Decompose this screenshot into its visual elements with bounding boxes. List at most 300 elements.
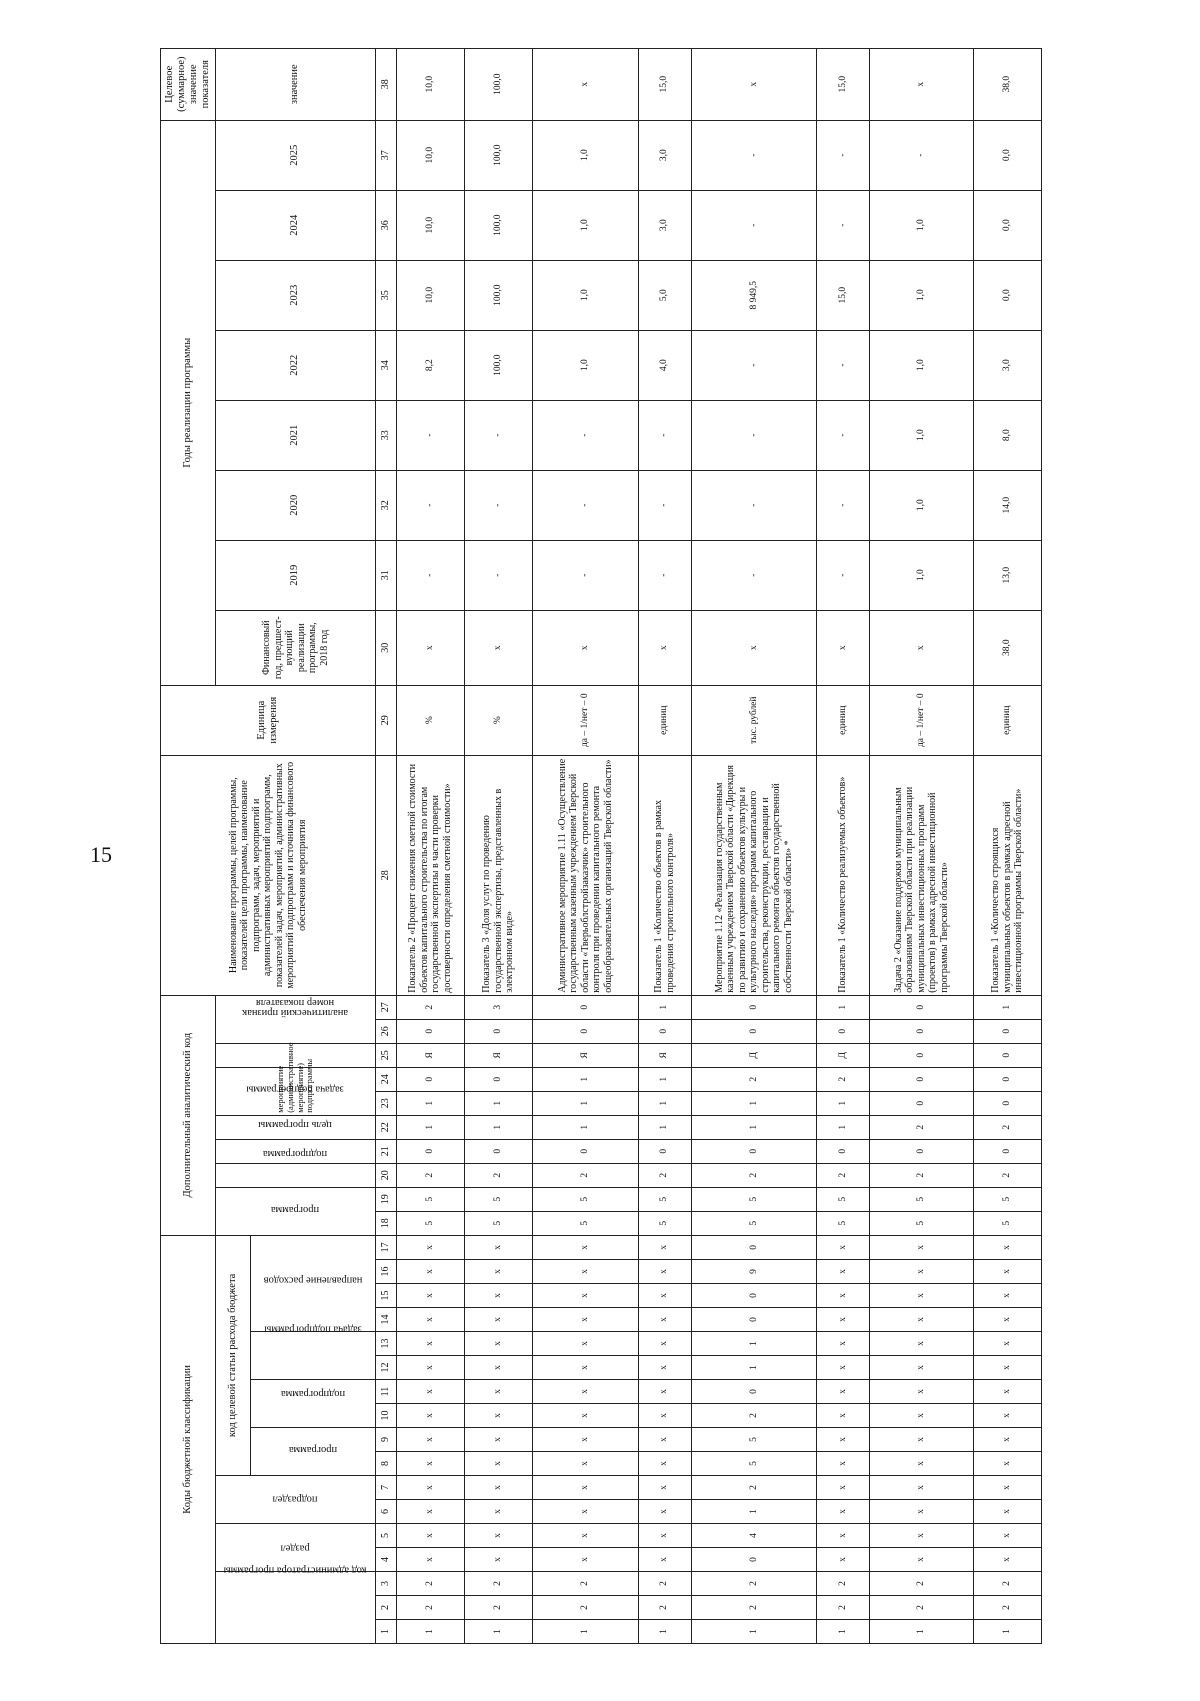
code-cell: х	[817, 1284, 870, 1308]
code-cell: х	[532, 1235, 638, 1259]
code-cell: 1	[532, 1620, 638, 1644]
column-number: 35	[376, 260, 397, 330]
code-cell: х	[464, 1524, 532, 1548]
value-cell: 1,0	[532, 330, 638, 400]
code-cell: 0	[691, 1235, 816, 1259]
value-cell: 1,0	[532, 190, 638, 260]
column-number: 8	[376, 1452, 397, 1476]
code-cell: 2	[870, 1572, 974, 1596]
value-cell: -	[638, 540, 691, 610]
code-cell: х	[870, 1428, 974, 1452]
code-cell: х	[464, 1476, 532, 1500]
value-cell: -	[691, 120, 816, 190]
code-cell: х	[870, 1356, 974, 1380]
value-cell: 0,0	[974, 120, 1042, 190]
value-cell: 8,0	[974, 400, 1042, 470]
code-cell: 0	[974, 1091, 1042, 1115]
unit-cell: %	[397, 685, 465, 755]
code-cell: 2	[870, 1163, 974, 1187]
value-cell: 100,0	[464, 190, 532, 260]
year-header-2025: 2025	[216, 120, 376, 190]
value-cell: 100,0	[464, 120, 532, 190]
code-cell: 1	[691, 1356, 816, 1380]
code-cell: 0	[464, 1067, 532, 1091]
table-row	[638, 48, 691, 1643]
code-cell: Я	[464, 1043, 532, 1067]
code-cell: х	[974, 1332, 1042, 1356]
value-cell: 3,0	[974, 330, 1042, 400]
unit-cell: %	[464, 685, 532, 755]
code-cell: 0	[397, 1067, 465, 1091]
value-cell: х	[532, 610, 638, 685]
section-header: раздел	[216, 1524, 376, 1572]
code-cell: х	[974, 1308, 1042, 1332]
code-cell: х	[974, 1380, 1042, 1404]
value-cell: 15,0	[817, 48, 870, 120]
target-value-header: значение	[216, 48, 376, 120]
value-cell: 38,0	[974, 48, 1042, 120]
code-cell: 2	[974, 1115, 1042, 1139]
column-number: 31	[376, 540, 397, 610]
code-cell: х	[638, 1380, 691, 1404]
value-cell: х	[870, 48, 974, 120]
value-cell: -	[464, 540, 532, 610]
subprogram-task-header: задача подпрограммы	[251, 1332, 376, 1380]
code-cell: 5	[870, 1211, 974, 1235]
code-cell: х	[397, 1284, 465, 1308]
column-number: 34	[376, 330, 397, 400]
column-number: 25	[376, 1043, 397, 1067]
code-cell: 0	[870, 995, 974, 1019]
code-cell: х	[817, 1332, 870, 1356]
value-cell: 15,0	[638, 48, 691, 120]
column-number: 16	[376, 1260, 397, 1284]
code-cell: 4	[691, 1524, 816, 1548]
code-cell: 2	[532, 1572, 638, 1596]
code-cell: 1	[464, 1115, 532, 1139]
unit-cell: единиц	[817, 685, 870, 755]
code-cell: х	[870, 1380, 974, 1404]
expense-direction-header: направление расходов	[251, 1235, 376, 1331]
code-cell: 5	[974, 1187, 1042, 1211]
code-cell: 2	[974, 1572, 1042, 1596]
value-cell: 0,0	[974, 190, 1042, 260]
code-cell: х	[532, 1476, 638, 1500]
code-cell: 5	[817, 1211, 870, 1235]
code-cell: х	[870, 1260, 974, 1284]
value-cell: 3,0	[638, 190, 691, 260]
code-cell: 2	[397, 995, 465, 1019]
code-cell: х	[397, 1452, 465, 1476]
code-cell: х	[464, 1235, 532, 1259]
column-number: 4	[376, 1548, 397, 1572]
code-cell: 5	[638, 1211, 691, 1235]
value-cell: 1,0	[532, 260, 638, 330]
value-cell: -	[817, 120, 870, 190]
code-cell: 0	[532, 995, 638, 1019]
code-cell: 2	[691, 1067, 816, 1091]
code-cell: Я	[638, 1043, 691, 1067]
code-cell: х	[397, 1548, 465, 1572]
value-cell: х	[397, 610, 465, 685]
code-cell: х	[817, 1548, 870, 1572]
code-cell: х	[817, 1476, 870, 1500]
code-cell: х	[817, 1404, 870, 1428]
column-number: 32	[376, 470, 397, 540]
column-number: 24	[376, 1067, 397, 1091]
code-cell: 2	[532, 1596, 638, 1620]
value-cell: 1,0	[870, 470, 974, 540]
value-cell: -	[397, 470, 465, 540]
column-number: 18	[376, 1211, 397, 1235]
name-header: Наименование программы, целей программы, показателей цели программы, наименование подпрограмм, задач, мероприятий и административных мероприятий подпрограмм, показателей задач, мероприятий, административных мероприятий подпрограмм и источника финансового обеспечения мероприятия	[161, 755, 376, 995]
value-cell: -	[532, 470, 638, 540]
value-cell: 10,0	[397, 260, 465, 330]
code-cell: 1	[691, 1091, 816, 1115]
value-cell: х	[464, 610, 532, 685]
code-cell: 2	[974, 1596, 1042, 1620]
value-cell: -	[817, 330, 870, 400]
code-cell: х	[974, 1260, 1042, 1284]
item-name: Показатель 3 «Доля услуг по проведению государственной экспертизы, представленных в электронном виде»	[464, 755, 532, 995]
program2-header: программа	[216, 1187, 376, 1235]
value-cell: 13,0	[974, 540, 1042, 610]
code-cell: х	[817, 1428, 870, 1452]
column-number: 38	[376, 48, 397, 120]
code-cell: 1	[532, 1115, 638, 1139]
code-cell: 0	[691, 1284, 816, 1308]
code-cell: 2	[870, 1596, 974, 1620]
code-cell: 2	[464, 1596, 532, 1620]
code-cell: 5	[691, 1428, 816, 1452]
code-cell: 5	[397, 1187, 465, 1211]
code-cell: х	[870, 1548, 974, 1572]
code-cell: 2	[817, 1163, 870, 1187]
column-number: 17	[376, 1235, 397, 1259]
code-cell: 0	[691, 1139, 816, 1163]
code-cell: х	[397, 1404, 465, 1428]
code-cell: х	[638, 1235, 691, 1259]
code-cell: 1	[817, 1620, 870, 1644]
code-cell: х	[464, 1308, 532, 1332]
code-cell: х	[638, 1476, 691, 1500]
column-number: 12	[376, 1356, 397, 1380]
column-number: 3	[376, 1572, 397, 1596]
program-header: программа	[251, 1428, 376, 1476]
code-cell: 1	[870, 1620, 974, 1644]
code-cell: 1	[464, 1091, 532, 1115]
code-cell: х	[870, 1284, 974, 1308]
value-cell: -	[691, 470, 816, 540]
code-cell: х	[974, 1524, 1042, 1548]
code-cell: х	[870, 1524, 974, 1548]
code-cell: 5	[974, 1211, 1042, 1235]
code-cell: 0	[464, 1139, 532, 1163]
code-cell: 2	[464, 1163, 532, 1187]
code-cell: х	[817, 1500, 870, 1524]
column-number: 27	[376, 995, 397, 1019]
value-cell: 1,0	[870, 330, 974, 400]
code-cell: х	[870, 1476, 974, 1500]
value-cell: -	[691, 190, 816, 260]
value-cell: -	[638, 470, 691, 540]
value-cell: 10,0	[397, 190, 465, 260]
value-cell: -	[691, 400, 816, 470]
code-cell: х	[870, 1308, 974, 1332]
code-cell: х	[817, 1260, 870, 1284]
column-number: 5	[376, 1524, 397, 1548]
code-cell: 1	[817, 1091, 870, 1115]
column-number: 1	[376, 1620, 397, 1644]
code-cell: 0	[974, 1067, 1042, 1091]
column-number: 13	[376, 1332, 397, 1356]
code-cell: 1	[974, 1620, 1042, 1644]
code-cell: х	[638, 1308, 691, 1332]
code-cell: 1	[638, 1091, 691, 1115]
code-cell: 1	[464, 1620, 532, 1644]
code-cell: 1	[532, 1091, 638, 1115]
code-cell: Д	[691, 1043, 816, 1067]
value-cell: -	[870, 120, 974, 190]
budget-codes-header: Коды бюджетной классификации	[161, 1235, 216, 1643]
code-cell: х	[638, 1332, 691, 1356]
table-row	[532, 48, 638, 1643]
code-cell: х	[870, 1404, 974, 1428]
value-cell: -	[691, 330, 816, 400]
code-cell: х	[974, 1500, 1042, 1524]
column-number: 22	[376, 1115, 397, 1139]
code-cell: х	[870, 1332, 974, 1356]
column-number: 36	[376, 190, 397, 260]
code-cell: 1	[638, 1115, 691, 1139]
column-number: 26	[376, 1019, 397, 1043]
value-cell: х	[870, 610, 974, 685]
value-cell: 100,0	[464, 330, 532, 400]
value-cell: -	[691, 540, 816, 610]
code-cell: х	[532, 1500, 638, 1524]
code-cell: х	[974, 1548, 1042, 1572]
code-cell: х	[817, 1235, 870, 1259]
code-cell: 0	[870, 1019, 974, 1043]
code-cell: 1	[691, 1332, 816, 1356]
value-cell: 15,0	[817, 260, 870, 330]
code-cell: 0	[974, 1043, 1042, 1067]
column-number: 15	[376, 1284, 397, 1308]
subprogram-task2-header: задача подпрограммы	[216, 1115, 376, 1139]
code-cell: х	[974, 1428, 1042, 1452]
unit-cell: единиц	[638, 685, 691, 755]
code-cell: 0	[691, 1308, 816, 1332]
code-cell: 1	[691, 1115, 816, 1139]
column-number: 20	[376, 1163, 397, 1187]
column-number: 7	[376, 1476, 397, 1500]
code-cell: 5	[638, 1187, 691, 1211]
code-cell: 5	[817, 1187, 870, 1211]
code-cell: Я	[532, 1043, 638, 1067]
value-cell: 1,0	[870, 260, 974, 330]
code-cell: 2	[397, 1572, 465, 1596]
code-cell: х	[532, 1380, 638, 1404]
code-cell: х	[397, 1500, 465, 1524]
code-cell: х	[397, 1235, 465, 1259]
code-cell: 0	[638, 1139, 691, 1163]
code-cell: 2	[397, 1163, 465, 1187]
value-cell: 100,0	[464, 260, 532, 330]
code-cell: 2	[691, 1596, 816, 1620]
program-goal-header: цель программы	[216, 1139, 376, 1163]
code-cell: 2	[691, 1572, 816, 1596]
value-cell: -	[532, 540, 638, 610]
value-cell: -	[638, 400, 691, 470]
code-cell: х	[532, 1260, 638, 1284]
unit-cell: да – 1/нет – 0	[532, 685, 638, 755]
year-header-2022: 2022	[216, 330, 376, 400]
code-cell: х	[638, 1260, 691, 1284]
code-cell: 1	[397, 1115, 465, 1139]
value-cell: 0,0	[974, 260, 1042, 330]
code-cell: х	[464, 1500, 532, 1524]
value-cell: -	[817, 400, 870, 470]
value-cell: 100,0	[464, 48, 532, 120]
code-cell: 2	[464, 1572, 532, 1596]
code-cell: 2	[638, 1163, 691, 1187]
value-cell: 4,0	[638, 330, 691, 400]
value-cell: 3,0	[638, 120, 691, 190]
code-cell: 2	[817, 1067, 870, 1091]
code-cell: х	[870, 1235, 974, 1259]
code-cell: 1	[638, 1067, 691, 1091]
code-cell: 5	[870, 1187, 974, 1211]
column-number: 33	[376, 400, 397, 470]
code-cell: 0	[974, 1019, 1042, 1043]
code-cell: х	[974, 1284, 1042, 1308]
column-number: 10	[376, 1404, 397, 1428]
code-cell: х	[464, 1428, 532, 1452]
code-cell: 1	[397, 1620, 465, 1644]
value-cell: 1,0	[870, 540, 974, 610]
value-cell: -	[397, 540, 465, 610]
code-cell: 5	[464, 1211, 532, 1235]
column-number: 21	[376, 1139, 397, 1163]
value-cell: 14,0	[974, 470, 1042, 540]
program-indicators-table	[160, 48, 1042, 1644]
code-cell: 5	[464, 1187, 532, 1211]
code-cell: х	[397, 1428, 465, 1452]
code-cell: 3	[464, 995, 532, 1019]
code-cell: х	[532, 1284, 638, 1308]
code-cell: 2	[870, 1115, 974, 1139]
value-cell: 38,0	[974, 610, 1042, 685]
table-body	[397, 48, 1042, 1643]
code-cell: х	[464, 1356, 532, 1380]
item-name: Административное мероприятие 1.11 «Осуществление государственным казенным учреждением Тверской области «Тверьоблстройзаказчик» строительного контроля при проведении капитального ремонта общеобразовательных организаций Тверской области»	[532, 755, 638, 995]
value-cell: -	[397, 400, 465, 470]
code-cell: х	[817, 1356, 870, 1380]
column-number: 2	[376, 1596, 397, 1620]
value-cell: х	[817, 610, 870, 685]
code-cell: х	[532, 1308, 638, 1332]
code-cell: 2	[691, 1404, 816, 1428]
table-row	[397, 48, 465, 1643]
code-cell: 0	[817, 1019, 870, 1043]
code-cell: х	[532, 1356, 638, 1380]
extra-code-header: Дополнительный аналитический код	[161, 995, 216, 1235]
subprogram-header: подпрограмма	[251, 1380, 376, 1428]
code-cell: 5	[691, 1187, 816, 1211]
code-cell: 0	[397, 1019, 465, 1043]
code-cell: х	[532, 1332, 638, 1356]
subprogram2-header: подпрограмма	[216, 1163, 376, 1187]
code-cell: х	[638, 1404, 691, 1428]
code-cell: х	[817, 1524, 870, 1548]
code-cell: х	[532, 1452, 638, 1476]
admin-code-header: код администратора программы	[216, 1572, 376, 1644]
code-cell: 2	[638, 1572, 691, 1596]
table-row	[870, 48, 974, 1643]
table-row	[691, 48, 816, 1643]
column-numbers-row	[376, 48, 397, 1643]
measure-header: мероприятие (административное мероприятие) подпрограммы	[216, 1067, 376, 1115]
code-cell: х	[397, 1260, 465, 1284]
code-cell: х	[870, 1452, 974, 1476]
code-cell: 1	[691, 1620, 816, 1644]
item-name: Показатель 1 «Количество объектов в рамках проведения строительного контроля»	[638, 755, 691, 995]
year-header-2019: 2019	[216, 540, 376, 610]
code-cell: 0	[691, 1019, 816, 1043]
code-cell: 1	[691, 1500, 816, 1524]
code-cell: Д	[817, 1043, 870, 1067]
code-cell: х	[638, 1500, 691, 1524]
code-cell: 0	[464, 1019, 532, 1043]
page-number: 15	[90, 842, 112, 867]
value-cell: 10,0	[397, 48, 465, 120]
value-cell: 1,0	[870, 400, 974, 470]
unit-cell: да – 1/нет – 0	[870, 685, 974, 755]
value-cell: -	[464, 470, 532, 540]
item-name: Задача 2 «Оказание поддержки муниципальным образованиям Тверской области при реализации муниципальных инвестиционных программ (проектов) в рамках адресной инвестиционной программы Тверской области»	[870, 755, 974, 995]
year-header-2023: 2023	[216, 260, 376, 330]
code-cell: х	[464, 1380, 532, 1404]
column-number: 30	[376, 610, 397, 685]
table-row	[464, 48, 532, 1643]
code-cell: 0	[974, 1139, 1042, 1163]
code-cell: 0	[532, 1139, 638, 1163]
item-name: Показатель 1 «Количество реализуемых объектов»	[817, 755, 870, 995]
code-cell: х	[397, 1308, 465, 1332]
year-header-2024: 2024	[216, 190, 376, 260]
column-number: 23	[376, 1091, 397, 1115]
code-cell: 0	[817, 1139, 870, 1163]
column-number: 6	[376, 1500, 397, 1524]
code-cell: х	[817, 1308, 870, 1332]
target-group-header: Целевое (суммарное) значение показателя	[161, 48, 216, 120]
code-cell: х	[464, 1284, 532, 1308]
unit-cell: единиц	[974, 685, 1042, 755]
code-cell: х	[397, 1380, 465, 1404]
code-cell: х	[532, 1524, 638, 1548]
target-article-header: код целевой статьи расхода бюджета	[216, 1235, 251, 1475]
analytic-sign-header: аналитический признак	[216, 1043, 376, 1067]
table-row	[974, 48, 1042, 1643]
value-cell: 8 949,5	[691, 260, 816, 330]
code-cell: 0	[691, 995, 816, 1019]
value-cell: 8,2	[397, 330, 465, 400]
code-cell: 2	[638, 1596, 691, 1620]
code-cell: 0	[870, 1091, 974, 1115]
unit-cell: тыс. рублей	[691, 685, 816, 755]
code-cell: 0	[870, 1139, 974, 1163]
code-cell: 5	[397, 1211, 465, 1235]
